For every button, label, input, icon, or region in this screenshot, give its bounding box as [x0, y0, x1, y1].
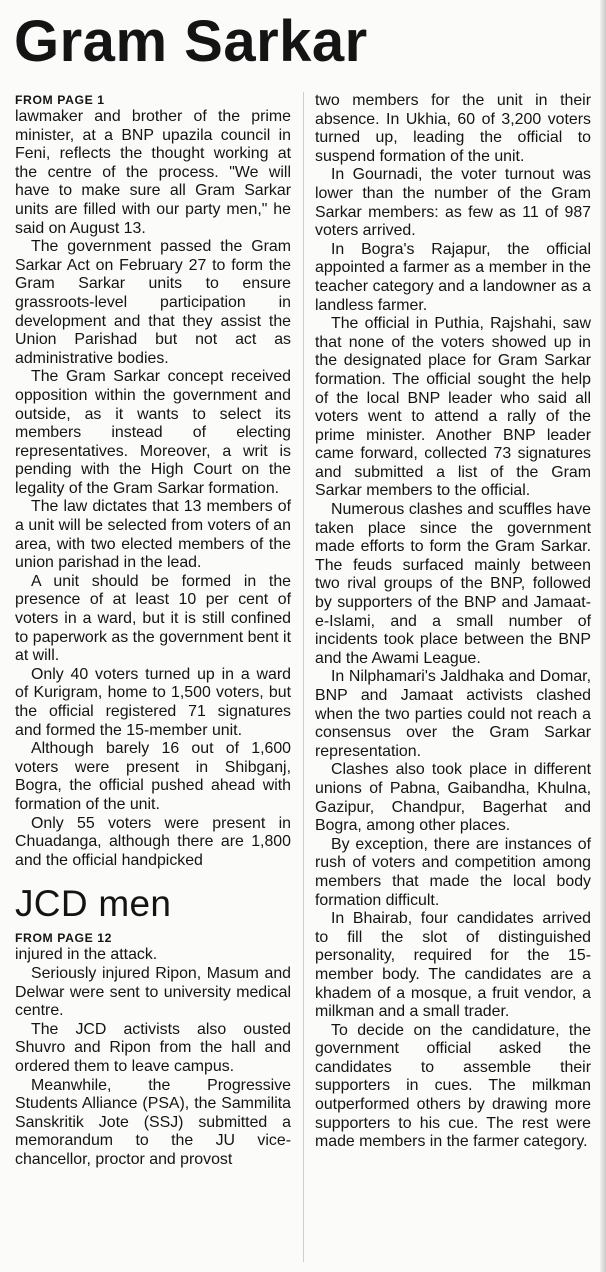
- article-paragraph: In Bhairab, four candidates arrived to fill the slot of distinguished personality, required for the 15-member body. The candidates are a khadem of a mosque, a fruit vendor, a milkman and a small trader.: [315, 910, 591, 1021]
- article-paragraph: Only 55 voters were present in Chuadanga, although there are 1,800 and the official handpicked: [15, 814, 291, 869]
- article-paragraph: Only 40 voters turned up in a ward of Kurigram, home to 1,500 voters, but the official registered 71 signatures and formed the 15-member unit.: [15, 665, 291, 739]
- page-edge-shadow: [600, 0, 606, 1272]
- article-paragraph: The official in Puthia, Rajshahi, saw that none of the voters showed up in the designated place for Gram Sarkar formation. The official sought the help of the local BNP leader who said all voters went to attend a rally of the prime minister. Another BNP leader came forward, collected 73 signatures and submitted a list of the Gram Sarkar members to the official.: [315, 315, 591, 500]
- article-paragraph: By exception, there are instances of rush of voters and competition among members that made the local body formation difficult.: [315, 835, 591, 909]
- article-paragraph: In Bogra's Rajapur, the official appointed a farmer as a member in the teacher category and a landowner as a landless farmer.: [315, 240, 591, 314]
- left-column: [15, 92, 291, 1169]
- column-divider: [303, 92, 304, 1262]
- article-paragraph: To decide on the candidature, the government official asked the candidates to assemble their supporters in cues. The milkman outperformed others by drawing more supporters to his cue. The rest were made members in the farmer category.: [315, 1021, 591, 1151]
- article-paragraph: In Gournadi, the voter turnout was lower than the number of the Gram Sarkar members: as few as 11 of 987 voters arrived.: [315, 166, 591, 240]
- article-paragraph: Meanwhile, the Progressive Students Alliance (PSA), the Sammilita Sanskritik Jote (SSJ) submitted a memorandum to the JU vice-chancellor, proctor and provost: [15, 1076, 291, 1168]
- article-paragraph: Seriously injured Ripon, Masum and Delwar were sent to university medical centre.: [15, 964, 291, 1020]
- article-paragraph: injured in the attack.: [15, 946, 158, 964]
- article-paragraph: The government passed the Gram Sarkar Act on February 27 to form the Gram Sarkar units to ensure grassroots-level participation in development and that they assist the Union Parishad but not act as administrative bodies.: [15, 238, 291, 367]
- headline-jcd-men: JCD men: [15, 883, 172, 925]
- article-paragraph: two members for the unit in their absence. In Ukhia, 60 of 3,200 voters turned up, leading the official to suspend formation of the unit.: [315, 92, 591, 165]
- from-page-label: FROM PAGE 12: [15, 931, 113, 946]
- article-paragraph: A unit should be formed in the presence of at least 10 per cent of voters in a ward, but it is still confined to paperwork as the government bent it at will.: [15, 572, 291, 665]
- from-page-label: FROM PAGE 1: [15, 93, 105, 107]
- article-paragraph: Although barely 16 out of 1,600 voters were present in Shibganj, Bogra, the official pushed ahead with formation of the unit.: [15, 740, 291, 813]
- article-paragraph: Numerous clashes and scuffles have taken place since the government made efforts to form the Gram Sarkar. The feuds surfaced mainly between two rival groups of the BNP, followed by supporters of the BNP and Jamaat-e-Islami, and a small number of incidents took place between the BNP and the Awami League.: [315, 501, 591, 667]
- article-paragraph: The law dictates that 13 members of a unit will be selected from voters of an area, with two elected members of the union parishad in the lead.: [15, 498, 291, 572]
- article-paragraph: Clashes also took place in different unions of Pabna, Gaibandha, Khulna, Gazipur, Chandpur, Bagerhat and Bogra, among other places.: [315, 761, 591, 835]
- article-paragraph: In Nilphamari's Jaldhaka and Domar, BNP and Jamaat activists clashed when the two parties could not reach a consensus over the Gram Sarkar representation.: [315, 668, 591, 760]
- right-column: [315, 92, 591, 1152]
- article-paragraph: The Gram Sarkar concept received opposition within the government and outside, as it wants to select its members instead of electing representatives. Moreover, a writ is pending with the High Court on the legality of the Gram Sarkar formation.: [15, 368, 291, 497]
- headline-gram-sarkar: Gram Sarkar: [14, 9, 368, 74]
- article-paragraph: lawmaker and brother of the prime minister, at a BNP upazila council in Feni, reflects the thought working at the centre of the process. "We will have to make sure all Gram Sarkar units are filled with our party men," he said on August 13.: [15, 108, 291, 237]
- article-paragraph: The JCD activists also ousted Shuvro and Ripon from the hall and ordered them to leave campus.: [15, 1020, 291, 1075]
